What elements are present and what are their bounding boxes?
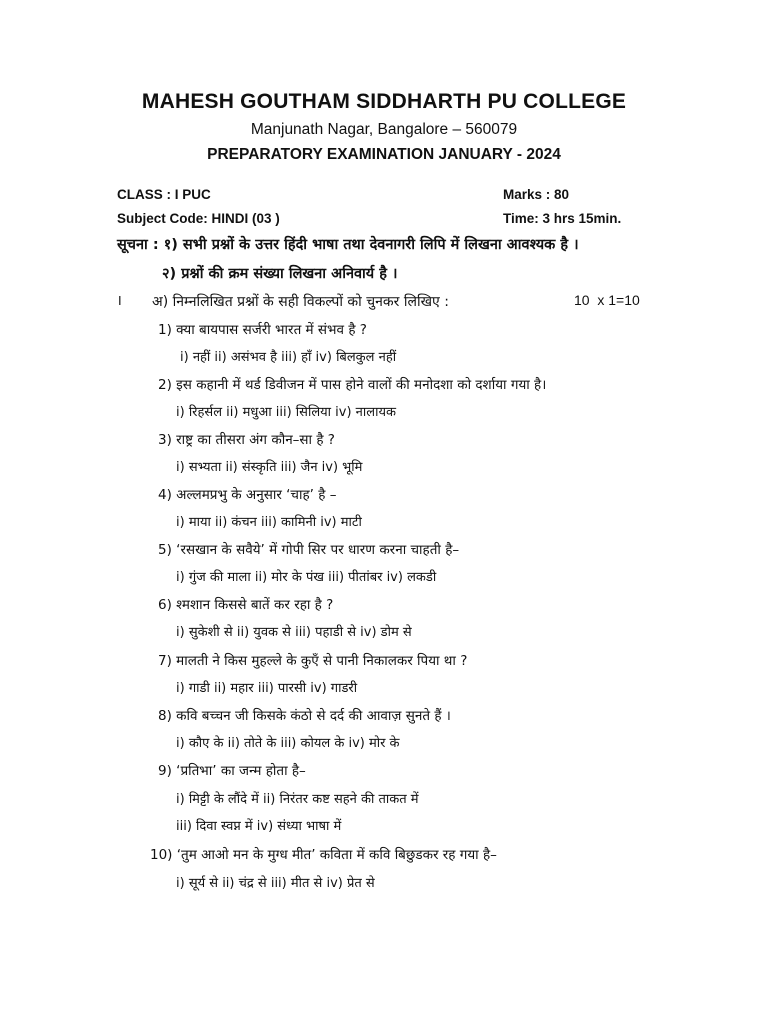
question-options: i) नहीं ii) असंभव है iii) हाँ iv) बिलकुल नहीं: [180, 350, 397, 365]
question-options: i) रिहर्सल ii) मधुआ iii) सिलिया iv) नालायक: [176, 405, 396, 420]
question-text: 6) श्मशान किससे बातें कर रहा है ?: [158, 597, 334, 613]
section-marks: 10 x 1=10: [574, 292, 640, 308]
question-options: i) गुंज की माला ii) मोर के पंख iii) पीतांबर iv) लकडी: [176, 570, 437, 585]
question-text: 10) ‘तुम आओ मन के मुग्ध मीत’ कविता में कवि बिछुडकर रह गया है–: [150, 847, 497, 863]
section-number: I: [118, 293, 122, 308]
question-options: i) मिट्टी के लौंदे में ii) निरंतर कष्ट सहने की ताकत में: [176, 792, 419, 807]
question-text: 7) मालती ने किस मुहल्ले के कुएँ से पानी निकालकर पिया था ?: [158, 653, 468, 669]
question-text: 1) क्या बायपास सर्जरी भारत में संभव है ?: [158, 322, 367, 338]
college-name: MAHESH GOUTHAM SIDDHARTH PU COLLEGE: [141, 90, 627, 113]
total-marks: Marks : 80: [503, 187, 570, 202]
question-text: 9) ‘प्रतिभा’ का जन्म होता है–: [158, 763, 306, 779]
subject-code: Subject Code: HINDI (03 ): [117, 211, 280, 226]
instruction-line-1: सूचना : १) सभी प्रश्नों के उत्तर हिंदी भाषा तथा देवनागरी लिपि में लिखना आवश्यक है ।: [117, 237, 579, 253]
question-options: i) कौए के ii) तोते के iii) कोयल के iv) मोर के: [176, 736, 400, 751]
question-text: 8) कवि बच्चन जी किसके कंठो से दर्द की आवाज़ सुनते हैं ।: [158, 708, 451, 724]
question-text: 3) राष्ट्र का तीसरा अंग कौन–सा है ?: [158, 432, 335, 448]
question-text: 2) इस कहानी में थर्ड डिवीजन में पास होने वालों की मनोदशा को दर्शाया गया है।: [158, 377, 547, 393]
exam-title: PREPARATORY EXAMINATION JANUARY - 2024: [207, 146, 561, 163]
exam-duration: Time: 3 hrs 15min.: [503, 211, 622, 226]
question-options: iii) दिवा स्वप्न में iv) संध्या भाषा में: [176, 819, 342, 834]
question-options: i) सूर्य से ii) चंद्र से iii) मीत से iv) प्रेत से: [176, 876, 375, 891]
question-options: i) माया ii) कंचन iii) कामिनी iv) माटी: [176, 515, 362, 530]
question-text: 4) अल्लमप्रभु के अनुसार ‘चाह’ है –: [158, 487, 337, 503]
question-options: i) सुकेशी से ii) युवक से iii) पहाडी से iv) डोम से: [176, 625, 412, 640]
instruction-line-2: २) प्रश्नों की क्रम संख्या लिखना अनिवार्य है ।: [162, 266, 398, 282]
question-options: i) सभ्यता ii) संस्कृति iii) जैन iv) भूमि: [176, 460, 363, 475]
question-options: i) गाडी ii) महार iii) पारसी iv) गाडरी: [176, 681, 358, 696]
section-title: अ) निम्नलिखित प्रश्नों के सही विकल्पों को चुनकर लिखिए :: [152, 294, 449, 310]
class-label: CLASS : I PUC: [117, 187, 211, 202]
question-text: 5) ‘रसखान के सवैये’ में गोपी सिर पर धारण करना चाहती है–: [158, 542, 460, 558]
college-address: Manjunath Nagar, Bangalore – 560079: [250, 121, 518, 138]
